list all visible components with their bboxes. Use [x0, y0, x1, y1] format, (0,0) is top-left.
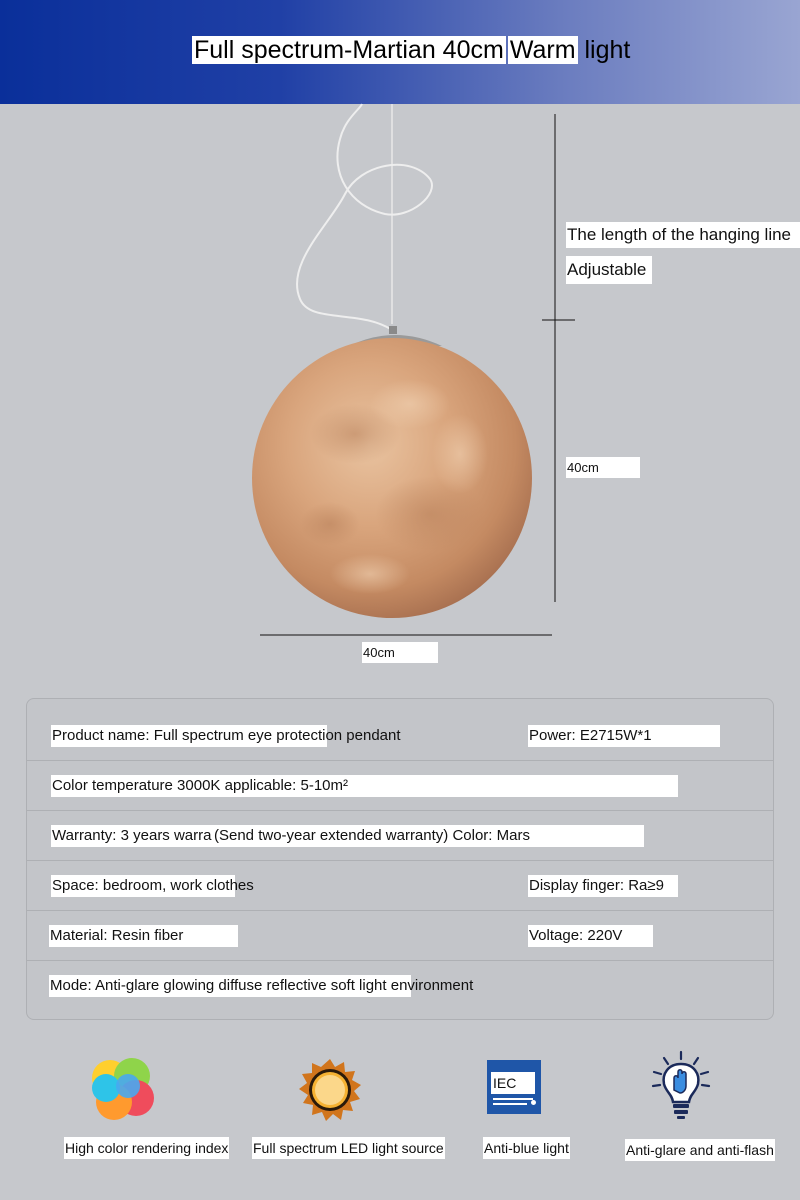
feature-label-full-spectrum: Full spectrum LED light source: [252, 1137, 445, 1159]
spec-row: [27, 711, 773, 761]
feature-label-anti-blue: Anti-blue light: [483, 1137, 570, 1159]
spec-row: [27, 811, 773, 861]
banner-title-warm: Warm: [509, 36, 576, 64]
feature-label-anti-glare: Anti-glare and anti-flash: [625, 1139, 775, 1161]
hanging-line-label: The length of the hanging line: [566, 222, 800, 248]
warranty-extension-cell: (Send two-year extended warranty) Color: Mars: [213, 825, 644, 847]
banner-title-main: Full spectrum-Martian 40cm: [194, 36, 504, 64]
spec-table: [26, 698, 774, 1020]
title-banner: [0, 0, 800, 104]
power-cord: [297, 104, 432, 330]
adjustable-label: Adjustable: [566, 256, 652, 284]
space-cell: Space: bedroom, work clothes: [51, 875, 235, 897]
sun-icon: [298, 1058, 362, 1122]
spec-row: [27, 961, 773, 1011]
banner-title: [192, 31, 630, 69]
material-cell: Material: Resin fiber: [49, 925, 238, 947]
power-cell: Power: E2715W*1: [528, 725, 720, 747]
feature-label-color-rendering: High color rendering index: [64, 1137, 229, 1159]
color-temperature-cell: Color temperature 3000K applicable: 5-10m²: [51, 775, 678, 797]
pendant-lamp-illustration: [0, 104, 800, 684]
color-wheel-icon: [88, 1056, 154, 1122]
spec-row: [27, 761, 773, 811]
spec-row: [27, 861, 773, 911]
bulb-hand-icon: [650, 1050, 712, 1120]
height-label: 40cm: [566, 457, 640, 478]
product-name-cell: Product name: Full spectrum eye protection pendant: [51, 725, 327, 747]
spec-row: [27, 911, 773, 961]
mode-cell: Mode: Anti-glare glowing diffuse reflective soft light environment: [49, 975, 411, 997]
feature-icons: [0, 1040, 800, 1200]
iec-badge-icon: [487, 1060, 541, 1114]
banner-title-end: light: [577, 36, 631, 64]
warranty-cell: Warranty: 3 years warra: [51, 825, 213, 847]
width-label: 40cm: [362, 642, 438, 663]
product-image-area: [0, 104, 800, 684]
iec-badge-text: IEC: [491, 1072, 535, 1094]
display-finger-cell: Display finger: Ra≥9: [528, 875, 678, 897]
voltage-cell: Voltage: 220V: [528, 925, 653, 947]
